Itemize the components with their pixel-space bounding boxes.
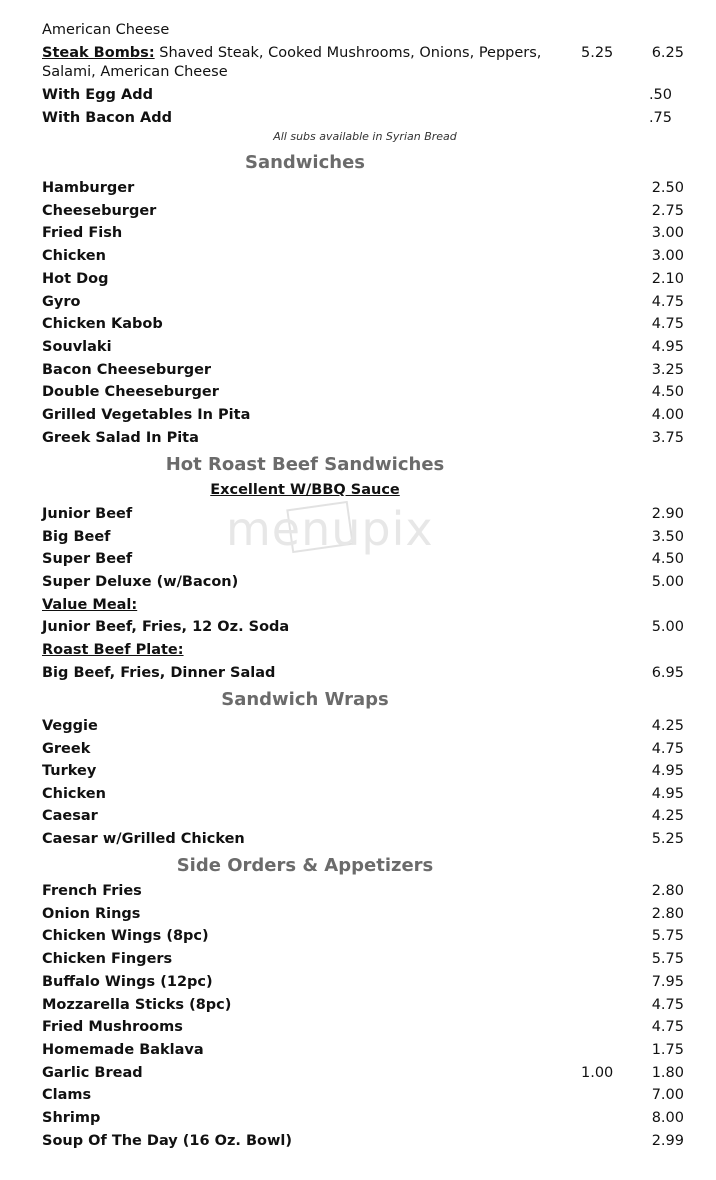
roast-beef-item-name: Big Beef	[42, 528, 111, 545]
wrap-item-row	[42, 829, 684, 849]
wrap-item-row	[42, 716, 684, 736]
sandwich-item-name: Gyro	[42, 293, 81, 310]
steak-bombs-label: Steak Bombs:	[42, 45, 155, 61]
side-item-name: Fried Mushrooms	[42, 1019, 183, 1036]
sandwich-item-price: 2.10	[651, 270, 684, 287]
steak-bombs-row	[42, 43, 684, 63]
value-meal-row: Junior Beef, Fries, 12 Oz. Soda 5.00	[42, 619, 684, 635]
sandwich-item-name: Cheeseburger	[42, 202, 157, 219]
side-item-row	[42, 1017, 684, 1037]
side-item-row	[42, 949, 684, 969]
side-item-name: Soup Of The Day (16 Oz. Bowl)	[42, 1132, 292, 1149]
syrian-bread-note: All subs available in Syrian Bread	[273, 130, 457, 143]
sandwich-item-name: Double Cheeseburger	[42, 384, 219, 401]
roast-beef-item-price: 2.90	[651, 506, 684, 522]
side-item-name: Shrimp	[42, 1110, 101, 1126]
sandwich-item-price: 4.95	[651, 338, 684, 355]
side-item-row	[42, 995, 684, 1015]
side-item-price: 2.80	[651, 883, 684, 899]
wrap-item-name: Caesar	[42, 808, 98, 825]
steak-bombs-price-large: 6.25	[651, 45, 684, 61]
side-item-row	[42, 1108, 684, 1128]
sandwich-item-price: 3.00	[651, 248, 684, 265]
sandwich-item-price: 4.75	[651, 293, 684, 310]
wrap-item-name: Chicken	[42, 785, 106, 802]
sandwich-item-row	[42, 269, 684, 289]
with-egg-row: With Egg Add .50	[42, 87, 672, 103]
side-item-price: 5.75	[651, 928, 684, 945]
sandwich-item-row	[42, 382, 684, 402]
side-item-price: 7.00	[651, 1087, 684, 1104]
wrap-item-name: Greek	[42, 740, 91, 757]
side-item-row	[42, 926, 684, 946]
steak-bombs-desc: Shaved Steak, Cooked Mushrooms, Onions, Peppers,	[159, 45, 542, 61]
wrap-item-price: 4.75	[651, 740, 684, 757]
side-item-name: Clams	[42, 1087, 92, 1104]
sandwich-item-price: 2.50	[651, 180, 684, 196]
roast-beef-item-price: 4.50	[651, 551, 684, 568]
wrap-item-name: Caesar w/Grilled Chicken	[42, 831, 245, 847]
wrap-item-name: Turkey	[42, 763, 97, 780]
roast-beef-item-name: Junior Beef	[42, 506, 133, 522]
section-title-roast-beef: Hot Roast Beef Sandwiches	[165, 454, 445, 475]
wrap-item-row	[42, 784, 684, 804]
sandwich-item-row	[42, 292, 684, 312]
side-item-price: 2.99	[651, 1132, 684, 1149]
side-item-name: Mozzarella Sticks (8pc)	[42, 996, 232, 1013]
sandwich-item-name: Bacon Cheeseburger	[42, 361, 212, 378]
subs-continuation-line: American Cheese	[42, 22, 170, 38]
side-item-price: 2.80	[651, 905, 684, 922]
sandwich-item-row	[42, 360, 684, 380]
side-item-row	[42, 1131, 684, 1151]
wrap-item-price: 5.25	[651, 831, 684, 847]
sandwich-item-row	[42, 405, 684, 425]
side-item-price: 4.75	[651, 996, 684, 1013]
sandwich-item-name: Chicken	[42, 248, 106, 265]
wrap-item-row	[42, 761, 684, 781]
sandwich-item-price: 2.75	[651, 202, 684, 219]
side-item-price-small: 1.00	[581, 1064, 614, 1081]
sandwich-item-name: Hot Dog	[42, 270, 109, 287]
wrap-item-price: 4.25	[651, 808, 684, 825]
sandwich-item-name: Fried Fish	[42, 225, 123, 242]
side-item-price: 8.00	[651, 1110, 684, 1126]
section-title-sides: Side Orders & Appetizers	[176, 855, 434, 876]
side-item-price: 1.75	[651, 1041, 684, 1058]
side-item-name: Homemade Baklava	[42, 1041, 204, 1058]
wrap-item-row	[42, 739, 684, 759]
roast-beef-item-price: 5.00	[651, 574, 684, 591]
wrap-item-price: 4.95	[651, 785, 684, 802]
side-item-row	[42, 904, 684, 924]
sandwich-item-row	[42, 337, 684, 357]
sandwich-item-row	[42, 201, 684, 221]
sandwich-item-row	[42, 178, 684, 198]
sandwich-item-row	[42, 314, 684, 334]
sandwich-item-row	[42, 428, 684, 448]
menupix-watermark: menupix	[226, 500, 446, 562]
sandwich-item-name: Souvlaki	[42, 338, 112, 355]
sandwich-item-name: Greek Salad In Pita	[42, 429, 199, 446]
roast-beef-item-row	[42, 572, 684, 592]
side-item-name: Chicken Fingers	[42, 951, 173, 968]
sandwich-item-row	[42, 246, 684, 266]
sandwich-item-price: 3.00	[651, 225, 684, 242]
roast-beef-plate-label-row: Roast Beef Plate:	[42, 642, 184, 658]
side-item-price: 5.75	[651, 951, 684, 968]
side-item-name: French Fries	[42, 883, 142, 899]
with-bacon-row: With Bacon Add .75	[42, 110, 672, 126]
side-item-row	[42, 1040, 684, 1060]
section-title-wraps: Sandwich Wraps	[221, 689, 389, 710]
side-item-row	[42, 972, 684, 992]
side-item-price: 7.95	[651, 973, 684, 990]
sandwich-item-name: Hamburger	[42, 180, 135, 196]
side-item-name: Onion Rings	[42, 905, 141, 922]
sandwich-item-name: Grilled Vegetables In Pita	[42, 407, 251, 423]
side-item-name: Chicken Wings (8pc)	[42, 928, 209, 945]
steak-bombs-desc-line2: Salami, American Cheese	[42, 64, 228, 80]
side-item-row	[42, 881, 684, 901]
roast-beef-subtitle: Excellent W/BBQ Sauce	[210, 482, 400, 498]
sandwich-item-price: 4.00	[651, 407, 684, 423]
wrap-item-price: 4.25	[651, 718, 684, 734]
sandwich-item-price: 3.25	[651, 361, 684, 378]
sandwich-item-name: Chicken Kabob	[42, 316, 163, 333]
wrap-item-price: 4.95	[651, 763, 684, 780]
side-item-price: 1.80	[651, 1064, 684, 1081]
side-item-price: 4.75	[651, 1019, 684, 1036]
roast-beef-item-price: 3.50	[651, 528, 684, 545]
wrap-item-row	[42, 806, 684, 826]
steak-bombs-price-small: 5.25	[581, 45, 614, 61]
side-item-row	[42, 1085, 684, 1105]
side-item-row	[42, 1063, 684, 1083]
side-item-name: Garlic Bread	[42, 1064, 143, 1081]
roast-beef-plate-row: Big Beef, Fries, Dinner Salad 6.95	[42, 665, 684, 681]
sandwich-item-row	[42, 223, 684, 243]
roast-beef-item-name: Super Beef	[42, 551, 133, 568]
sandwich-item-price: 3.75	[651, 429, 684, 446]
side-item-name: Buffalo Wings (12pc)	[42, 973, 213, 990]
sandwich-item-price: 4.50	[651, 384, 684, 401]
wrap-item-name: Veggie	[42, 718, 98, 734]
value-meal-label-row: Value Meal:	[42, 597, 138, 613]
roast-beef-item-name: Super Deluxe (w/Bacon)	[42, 574, 239, 591]
sandwich-item-price: 4.75	[651, 316, 684, 333]
section-title-sandwiches: Sandwiches	[244, 152, 365, 173]
